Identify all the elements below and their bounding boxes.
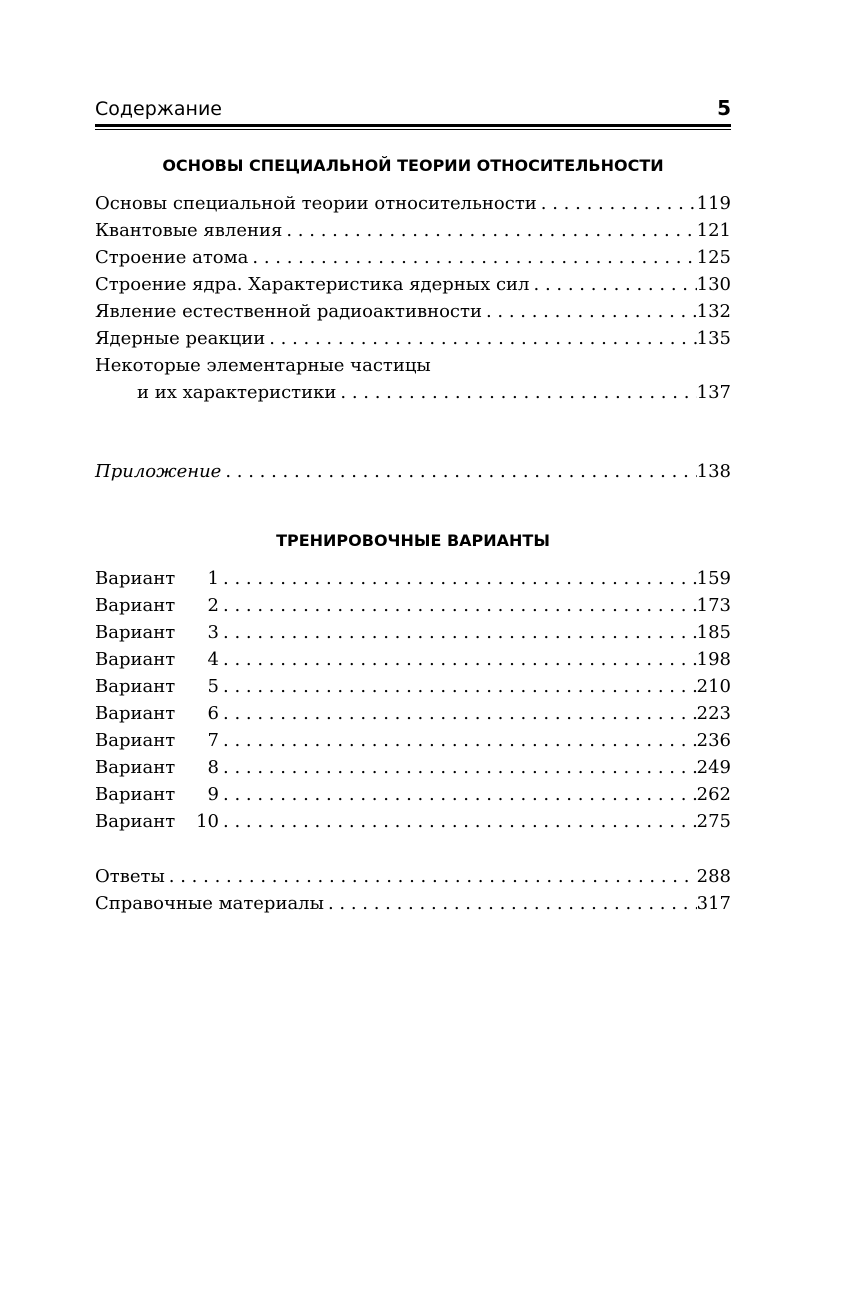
toc-entry-label: Квантовые явления	[95, 220, 283, 241]
dot-leader	[248, 244, 696, 271]
dot-leader	[219, 592, 697, 619]
toc-entry-label: Некоторые элементарные частицы	[95, 355, 431, 376]
variant-number: 6	[207, 703, 219, 724]
toc-entry-page: 137	[696, 382, 731, 403]
dot-leader	[219, 727, 697, 754]
header-rule-thick	[95, 124, 731, 127]
toc-entry-variant[interactable]	[95, 700, 731, 727]
toc-entry-variant[interactable]	[95, 565, 731, 592]
toc-entry-variant[interactable]	[95, 808, 731, 835]
variant-word: Вариант	[95, 649, 176, 670]
toc-entry-page: 223	[696, 703, 731, 724]
toc-entry-label	[95, 754, 219, 781]
toc-entry-page: 185	[696, 622, 731, 643]
toc-section-variants	[95, 565, 731, 835]
toc-entry-label: Приложение	[95, 461, 222, 482]
toc-entry[interactable]	[95, 298, 731, 325]
toc-entry-label: Строение ядра. Характеристика ядерных сил	[95, 274, 530, 295]
toc-entry-label	[95, 673, 219, 700]
variant-word: Вариант	[95, 757, 176, 778]
toc-entry-label	[95, 619, 219, 646]
variant-number: 2	[207, 595, 219, 616]
variant-word: Вариант	[95, 784, 176, 805]
toc-entry-label	[95, 781, 219, 808]
toc-closing	[95, 863, 731, 917]
section-heading-relativity: ОСНОВЫ СПЕЦИАЛЬНОЙ ТЕОРИИ ОТНОСИТЕЛЬНОСТИ	[162, 156, 664, 175]
toc-entry-appendix[interactable]	[95, 458, 731, 485]
variant-word: Вариант	[95, 730, 176, 751]
toc-entry-page: 125	[696, 247, 731, 268]
page-number: 5	[717, 96, 731, 120]
toc-appendix	[95, 458, 731, 485]
running-head	[95, 94, 731, 124]
variant-number: 1	[207, 568, 219, 589]
toc-entry-page: 132	[696, 301, 731, 322]
dot-leader	[219, 700, 697, 727]
toc-entry-label: Основы специальной теории относительности	[95, 193, 537, 214]
variant-word: Вариант	[95, 595, 176, 616]
toc-entry-page: 173	[696, 595, 731, 616]
toc-entry-page: 119	[696, 193, 731, 214]
toc-entry-page: 249	[696, 757, 731, 778]
toc-entry-page: 198	[696, 649, 731, 670]
variant-number: 4	[207, 649, 219, 670]
toc-entry-first-line[interactable]	[95, 352, 731, 379]
dot-leader	[482, 298, 697, 325]
toc-entry[interactable]	[95, 217, 731, 244]
dot-leader	[219, 673, 697, 700]
toc-entry-variant[interactable]	[95, 619, 731, 646]
header-rule-thin	[95, 129, 731, 130]
dot-leader	[537, 190, 697, 217]
variant-word: Вариант	[95, 811, 176, 832]
toc-entry[interactable]	[95, 244, 731, 271]
section-heading-variants: ТРЕНИРОВОЧНЫЕ ВАРИАНТЫ	[276, 531, 550, 550]
variant-number: 8	[207, 757, 219, 778]
toc-entry-label	[95, 727, 219, 754]
dot-leader	[219, 754, 697, 781]
toc-entry-variant[interactable]	[95, 646, 731, 673]
toc-section-relativity	[95, 190, 731, 406]
dot-leader	[165, 863, 697, 890]
dot-leader	[265, 325, 696, 352]
toc-entry-label	[95, 700, 219, 727]
toc-entry-page: 210	[696, 676, 731, 697]
toc-entry-label-continuation: и их характеристики	[137, 382, 337, 403]
toc-entry-variant[interactable]	[95, 592, 731, 619]
variant-number: 5	[207, 676, 219, 697]
toc-entry-variant[interactable]	[95, 673, 731, 700]
toc-entry-label	[95, 646, 219, 673]
toc-entry-page: 130	[696, 274, 731, 295]
toc-entry[interactable]	[95, 271, 731, 298]
variant-number: 9	[207, 784, 219, 805]
toc-entry-page: 262	[696, 784, 731, 805]
toc-entry-page: 135	[696, 328, 731, 349]
variant-word: Вариант	[95, 703, 176, 724]
toc-entry-page: 121	[696, 220, 731, 241]
toc-entry-page: 159	[696, 568, 731, 589]
variant-number: 10	[196, 811, 219, 832]
dot-leader	[219, 565, 697, 592]
toc-entry-label: Справочные материалы	[95, 893, 324, 914]
variant-word: Вариант	[95, 622, 176, 643]
variant-word: Вариант	[95, 568, 176, 589]
variant-number: 7	[207, 730, 219, 751]
toc-entry[interactable]	[95, 863, 731, 890]
dot-leader	[530, 271, 697, 298]
toc-entry-variant[interactable]	[95, 727, 731, 754]
toc-entry[interactable]	[95, 190, 731, 217]
dot-leader	[282, 217, 696, 244]
toc-entry[interactable]	[95, 325, 731, 352]
variant-word: Вариант	[95, 676, 176, 697]
dot-leader	[324, 890, 697, 917]
toc-entry-page: 317	[696, 893, 731, 914]
toc-entry-page: 275	[696, 811, 731, 832]
dot-leader	[221, 458, 696, 485]
dot-leader	[219, 781, 697, 808]
toc-entry-label	[95, 565, 219, 592]
dot-leader	[219, 808, 697, 835]
variant-number: 3	[207, 622, 219, 643]
toc-entry-label: Явление естественной радиоактивности	[95, 301, 482, 322]
dot-leader	[336, 379, 696, 406]
toc-entry-continuation[interactable]	[95, 379, 731, 406]
toc-entry-label	[95, 592, 219, 619]
toc-entry-label: Строение атома	[95, 247, 249, 268]
toc-entry-variant[interactable]	[95, 781, 731, 808]
toc-entry[interactable]	[95, 890, 731, 917]
toc-entry-label: Ответы	[95, 866, 165, 887]
dot-leader	[219, 646, 697, 673]
toc-entry-page: 236	[696, 730, 731, 751]
toc-entry-page: 138	[696, 461, 731, 482]
dot-leader	[219, 619, 697, 646]
toc-entry-variant[interactable]	[95, 754, 731, 781]
toc-entry-label	[95, 808, 219, 835]
running-head-title: Содержание	[95, 98, 222, 120]
toc-entry-page: 288	[696, 866, 731, 887]
toc-entry-label: Ядерные реакции	[95, 328, 266, 349]
